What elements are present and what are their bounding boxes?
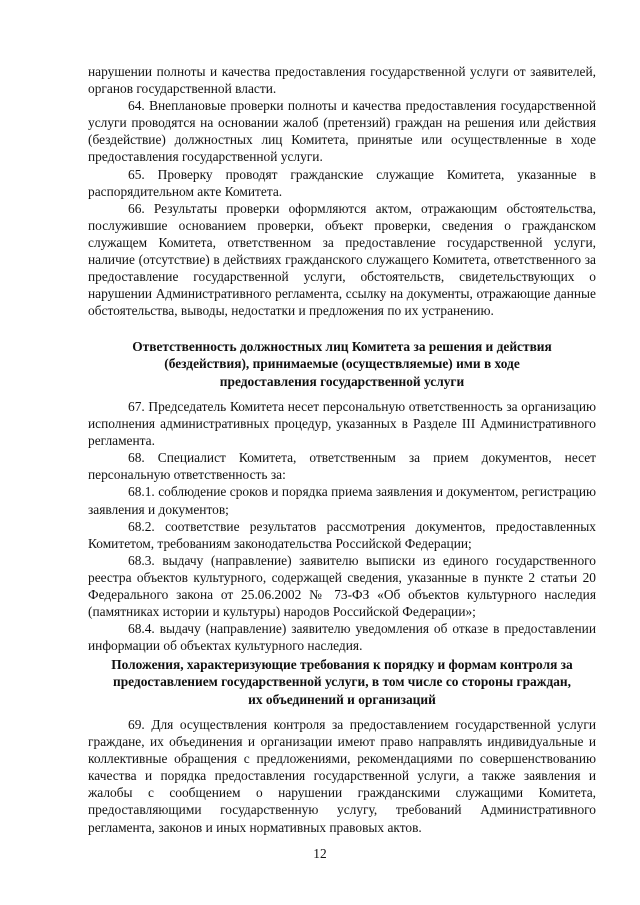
page-number: 12 bbox=[313, 846, 327, 861]
heading-responsibility: Ответственность должностных лиц Комитета за решения и действия (бездействия), принимаемые (осуществляемые) ими в ходе предоставления государственной услуги bbox=[132, 339, 552, 389]
paragraph-68-3: 68.3. выдачу (направление) заявителю выписки из единого государственного реестра объектов культурного, содержащей сведения, указанные в пункте 2 статьи 20 Федерального закона от 25.06.2002 № 73-ФЗ «Об объектов культурного наследия (памятниках истории и культуры) народов Российской Федерации»; bbox=[88, 552, 596, 620]
heading-control: Положения, характеризующие требования к порядку и формам контроля за предоставлением государственной услуги, в том числе со стороны граждан, их объединений и организаций bbox=[111, 657, 573, 707]
paragraph-65: 65. Проверку проводят гражданские служащие Комитета, указанные в распорядительном акте Комитета. bbox=[88, 166, 596, 199]
paragraph: нарушении полноты и качества предоставления государственной услуги от заявителей, органов государственной власти. bbox=[88, 64, 596, 97]
heading-responsibility-block bbox=[118, 338, 566, 390]
paragraph-69: 69. Для осуществления контроля за предоставлением государственной услуги граждане, их объединения и организации имеют право направлять индивидуальные и коллективные обращения с предложениями, рекомендациями по совершенствованию качества и порядка предоставления государственной услуги, а также заявления и жалобы с сообщением о нарушении гражданскими служащими Комитета, предоставляющими государственную услугу, требований Административного регламента, законов и иных нормативных правовых актов. bbox=[88, 717, 596, 835]
section-responsibility bbox=[88, 398, 596, 654]
paragraph-68-1: 68.1. соблюдение сроков и порядка приема заявления и документом, регистрацию заявления и документов; bbox=[88, 484, 596, 517]
paragraph-68: 68. Специалист Комитета, ответственным за прием документов, несет персональную ответственность за: bbox=[88, 450, 596, 483]
section-control bbox=[88, 716, 596, 836]
paragraph-67: 67. Председатель Комитета несет персональную ответственность за организацию исполнения административных процедур, указанных в Разделе III Административного регламента. bbox=[88, 399, 596, 449]
section-inspections bbox=[88, 63, 596, 319]
paragraph-68-4: 68.4. выдачу (направление) заявителю уведомления об отказе в предоставлении информации об объектах культурного наследия. bbox=[88, 621, 596, 654]
paragraph-68-2: 68.2. соответствие результатов рассмотрения документов, предоставленных Комитетом, требованиям законодательства Российской Федерации; bbox=[88, 518, 596, 551]
heading-control-block bbox=[106, 656, 578, 708]
paragraph-66: 66. Результаты проверки оформляются актом, отражающим обстоятельства, послужившие основанием проверки, объект проверки, сведения о гражданском служащем Комитета, ответственном за предоставление государственной услуги, наличие (отсутствие) в действиях гражданского служащего Комитета, ответственного за предоставление государственной услуги, обстоятельств, свидетельствующих о нарушении Административного регламента, ссылку на документы, отражающие данные обстоятельства, выводы, недостатки и предложения по их устранению. bbox=[88, 200, 596, 319]
paragraph-64: 64. Внеплановые проверки полноты и качества предоставления государственной услуги проводятся на основании жалоб (претензий) граждан на решения или действия (бездействие) должностных лиц Комитета, принятые или осуществленные в ходе предоставления государственной услуги. bbox=[88, 98, 596, 165]
